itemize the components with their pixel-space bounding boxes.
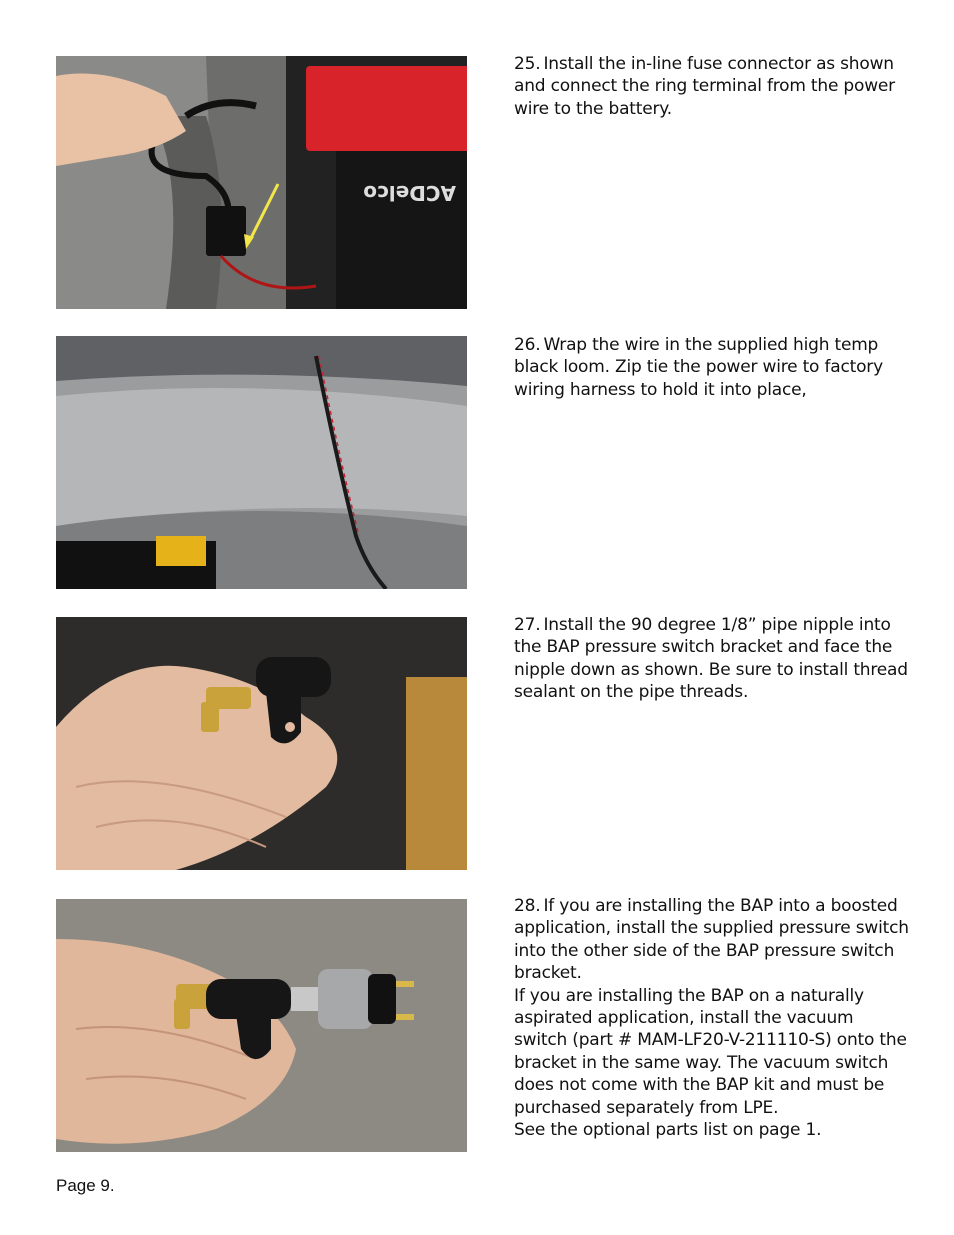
step-text: Wrap the wire in the supplied high temp black loom. Zip tie the power wire to factory wiring harness to hold it into place,: [514, 335, 883, 400]
step-paragraph: [514, 895, 909, 985]
step-text: Install the in-line fuse connector as shown and connect the ring terminal from the power wire to the battery.: [514, 54, 895, 119]
page-number: Page 9.: [56, 1176, 115, 1195]
step-paragraph: See the optional parts list on page 1.: [514, 1120, 822, 1141]
step-25: [514, 53, 909, 120]
step-paragraph: [514, 614, 909, 704]
photo-pipe-nipple-bracket: [56, 617, 467, 870]
step-27: [514, 614, 909, 704]
step-26: [514, 334, 909, 401]
step-paragraph: [514, 53, 909, 120]
step-paragraph: [514, 334, 909, 401]
step-28: [514, 895, 909, 1141]
step-number: 28.: [514, 896, 541, 916]
photo-pressure-switch-assembly: [56, 899, 467, 1152]
svg-text:ACDelco: ACDelco: [363, 181, 456, 205]
step-text: Install the 90 degree 1/8” pipe nipple into the BAP pressure switch bracket and face the nipple down as shown. Be sure to install thread sealant on the pipe threads.: [514, 615, 908, 703]
step-number: 27.: [514, 615, 541, 635]
step-text: If you are installing the BAP into a boosted application, install the supplied pressure switch into the other side of the BAP pressure switch bracket.: [514, 896, 909, 984]
step-number: 26.: [514, 335, 541, 355]
step-number: 25.: [514, 54, 541, 74]
photo-fuse-connector-battery: [56, 56, 467, 309]
photo-trunk-wiring: [56, 336, 467, 589]
step-paragraph: If you are installing the BAP on a naturally aspirated application, install the vacuum switch (part # MAM-LF20-V-211110-S) onto the bracket in the same way. The vacuum switch does not come with the BAP kit and must be purchased separately from LPE.: [514, 985, 907, 1118]
